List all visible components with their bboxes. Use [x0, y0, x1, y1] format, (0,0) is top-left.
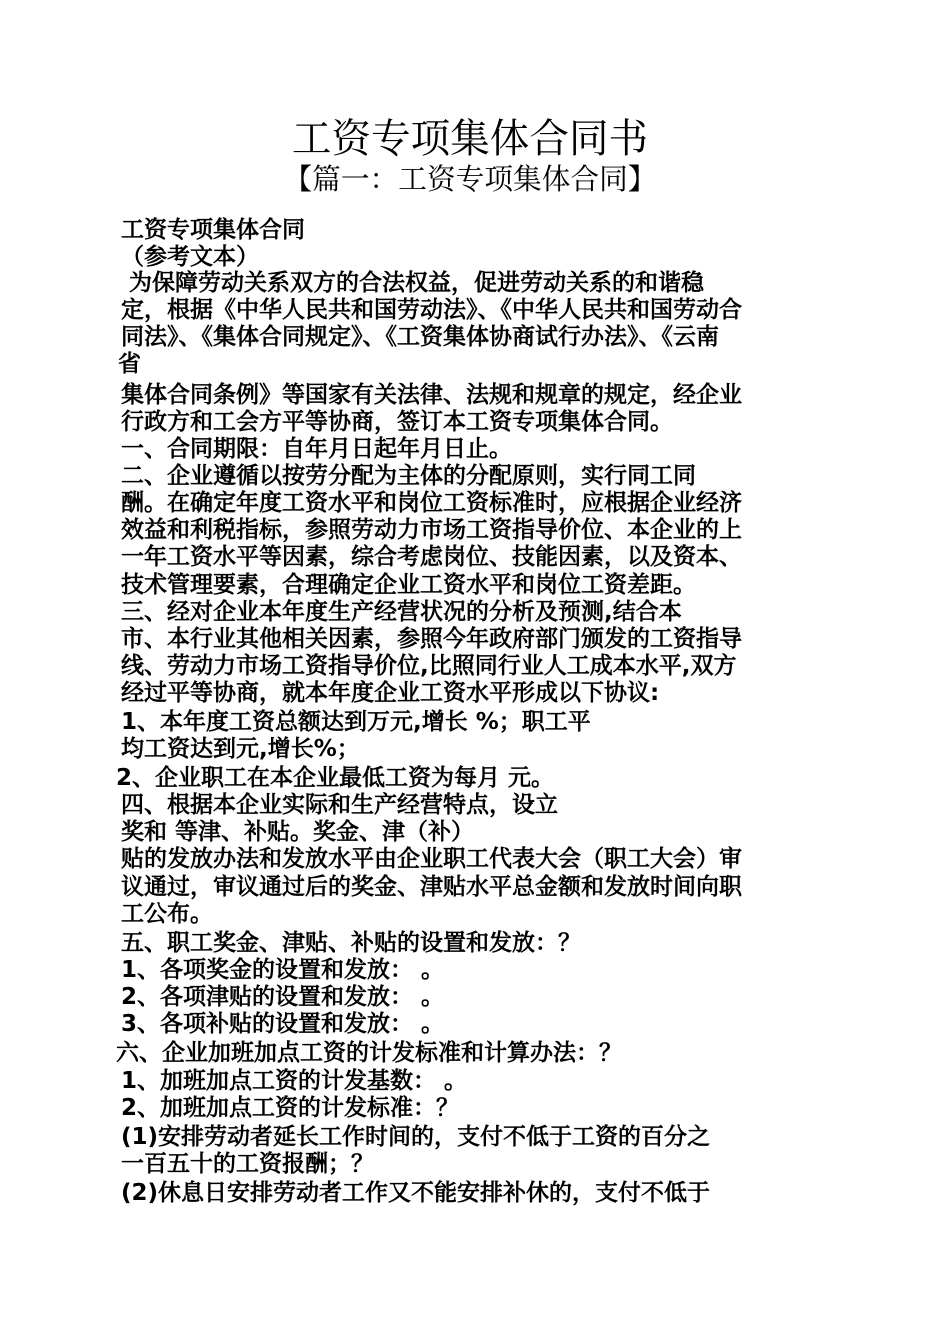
text-line: (1)安排劳动者延长工作时间的，支付不低于工资的百分之 — [121, 1124, 711, 1150]
text-line: 奖和 等津、补贴。奖金、津（补） — [121, 819, 475, 845]
text-line: 2、各项津贴的设置和发放： 。 — [121, 984, 445, 1010]
text-line: 1、各项奖金的设置和发放： 。 — [121, 957, 445, 983]
text-line: 效益和利税指标，参照劳动力市场工资指导价位、本企业的上 — [121, 517, 742, 543]
document-title: 工资专项集体合同书 — [291, 116, 649, 162]
text-line: 3、各项补贴的设置和发放： 。 — [121, 1011, 445, 1037]
text-line: 线、劳动力市场工资指导价位,比照同行业人工成本水平,双方 — [121, 653, 737, 679]
text-line: 四、根据本企业实际和生产经营特点，设立 — [121, 792, 558, 818]
text-line: 议通过，审议通过后的奖金、津贴水平总金额和发放时间向职 — [121, 874, 742, 900]
text-line: 六、企业加班加点工资的计发标准和计算办法：？ — [116, 1040, 622, 1066]
text-line: 二、企业遵循以按劳分配为主体的分配原则，实行同工同 — [121, 463, 696, 489]
text-line: 定，根据《中华人民共和国劳动法》、《中华人民共和国劳动合 — [121, 297, 742, 323]
text-line: 工公布。 — [121, 901, 213, 927]
text-line: 均工资达到元,增长%； — [121, 736, 360, 762]
text-line: 一、合同期限：自年月日起年月日止。 — [121, 436, 512, 462]
text-line: 2、企业职工在本企业最低工资为每月 元。 — [116, 765, 555, 791]
text-line: 一百五十的工资报酬；？ — [121, 1151, 374, 1177]
text-line: 技术管理要素，合理确定企业工资水平和岗位工资差距。 — [121, 572, 696, 598]
text-line: 酬。在确定年度工资水平和岗位工资标准时，应根据企业经济 — [121, 490, 742, 516]
text-line: 经过平等协商，就本年度企业工资水平形成以下协议: — [121, 680, 660, 706]
text-line: 行政方和工会方平等协商，签订本工资专项集体合同。 — [121, 409, 673, 435]
text-line: 一年工资水平等因素，综合考虑岗位、技能因素，以及资本、 — [121, 544, 742, 570]
text-line: 1、加班加点工资的计发基数： 。 — [121, 1068, 468, 1094]
text-line: 省 — [118, 351, 141, 377]
text-line: 为保障劳动关系双方的合法权益，促进劳动关系的和谐稳 — [129, 270, 704, 296]
text-line: 2、加班加点工资的计发标准：？ — [121, 1095, 460, 1121]
document-subtitle: 【篇一：工资专项集体合同】 — [283, 162, 657, 196]
text-line: 贴的发放办法和发放水平由企业职工代表大会（职工大会）审 — [121, 846, 742, 872]
text-line: 1、本年度工资总额达到万元,增长 %；职工平 — [121, 709, 591, 735]
text-line: 工资专项集体合同 — [121, 217, 305, 243]
text-line: （参考文本） — [121, 244, 259, 270]
text-line: (2)休息日安排劳动者工作又不能安排补休的，支付不低于 — [121, 1180, 711, 1206]
text-line: 五、职工奖金、津贴、补贴的设置和发放：？ — [121, 930, 581, 956]
text-line: 三、经对企业本年度生产经营状况的分析及预测,结合本 — [121, 599, 682, 625]
text-line: 同法》、《集体合同规定》、《工资集体协商试行办法》、《云南 — [121, 324, 719, 350]
text-line: 集体合同条例》等国家有关法律、法规和规章的规定，经企业 — [121, 382, 742, 408]
text-line: 市、本行业其他相关因素，参照今年政府部门颁发的工资指导 — [121, 626, 742, 652]
